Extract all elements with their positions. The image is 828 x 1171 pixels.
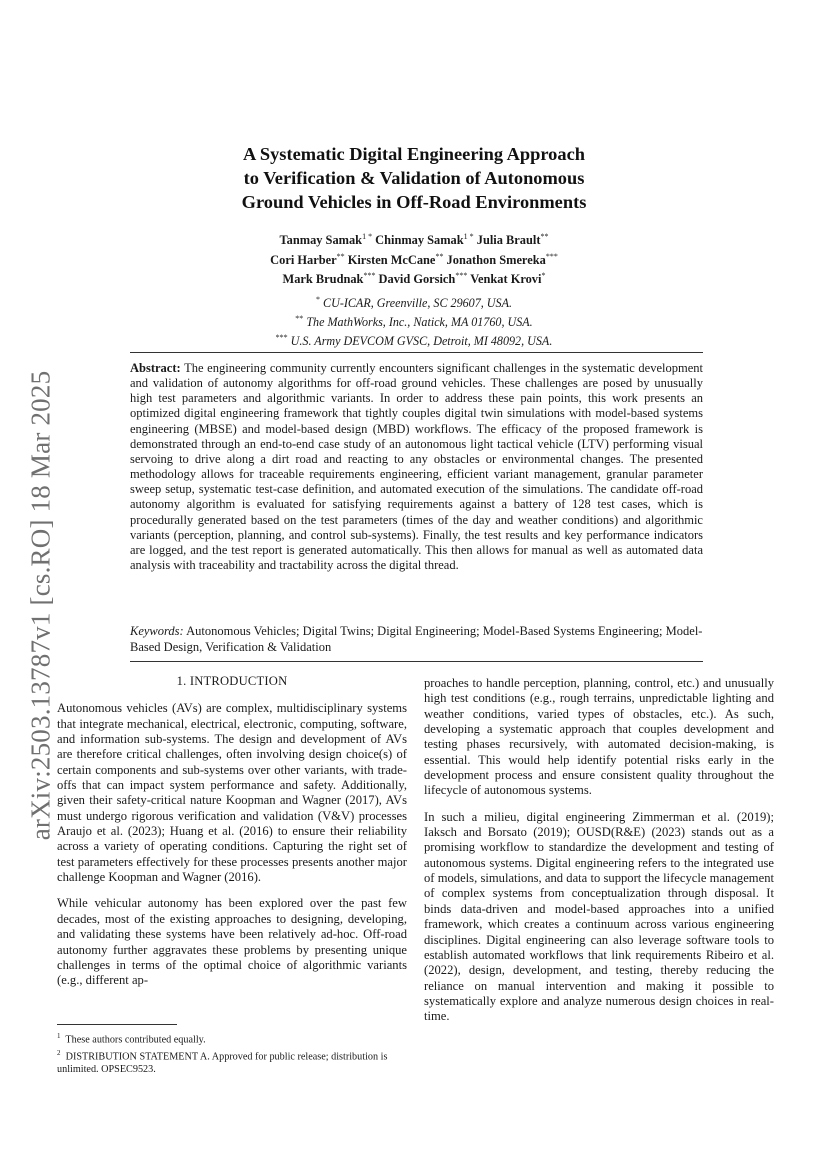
footnotes bbox=[57, 1030, 407, 1076]
footnote-mark: 1 bbox=[57, 1032, 61, 1040]
paragraph: While vehicular autonomy has been explored over the past few decades, most of the existing approaches to designing, developing, and validating these systems have been relatively ad-hoc. Off-road autonomy further aggravates these problems by presenting unique challenges in terms of the optimal choice of algorithmic variants (e.g., different ap- bbox=[57, 896, 407, 988]
footnote-text: DISTRIBUTION STATEMENT A. Approved for public release; distribution is unlimited. OPSEC9523. bbox=[57, 1050, 388, 1076]
paragraph: proaches to handle perception, planning, control, etc.) and unusually high test conditions (e.g., rough terrains, unpredictable lighting and weather conditions, varied types of obstacles, etc.). As such, developing a systematic approach that couples development and testing phases recursively, with automated decision-making, is essential. This would help identify potential risks early in the development process and ensure consistent quality throughout the lifecycle of autonomous systems. bbox=[424, 676, 774, 798]
footnote-text: These authors contributed equally. bbox=[65, 1034, 206, 1046]
author-line-2 bbox=[150, 249, 678, 269]
affiliation-mark: ** bbox=[295, 314, 304, 324]
author-name: Julia Brault bbox=[476, 233, 541, 248]
abstract-top-rule bbox=[130, 352, 703, 353]
affiliation-mark: *** bbox=[275, 333, 288, 343]
author-mark: ** bbox=[540, 232, 549, 241]
affiliation-line bbox=[150, 311, 678, 330]
section-heading: 1. INTRODUCTION bbox=[176, 674, 288, 688]
arxiv-id-text: arXiv:2503.13787v1 [cs.RO] 18 Mar 2025 bbox=[25, 370, 56, 840]
paper-title bbox=[150, 142, 678, 214]
title-line-2: to Verification & Validation of Autonomous bbox=[243, 168, 585, 188]
author-mark: *** bbox=[455, 271, 468, 281]
author-mark: ** bbox=[435, 251, 444, 261]
author-name: David Gorsich bbox=[378, 272, 456, 287]
author-mark: 1 * bbox=[463, 232, 474, 241]
author-mark: * bbox=[541, 271, 546, 281]
title-line-3: Ground Vehicles in Off-Road Environments bbox=[241, 192, 587, 212]
author-mark: ** bbox=[336, 251, 345, 261]
author-line-3 bbox=[150, 268, 678, 288]
author-name: Chinmay Samak bbox=[375, 233, 464, 248]
footnote bbox=[57, 1030, 407, 1047]
keywords-block bbox=[130, 624, 703, 655]
keywords-label: Keywords: bbox=[130, 624, 184, 638]
author-mark: 1 * bbox=[362, 232, 373, 241]
affiliations bbox=[150, 292, 678, 349]
affiliation-line bbox=[150, 292, 678, 311]
author-name: Tanmay Samak bbox=[279, 233, 363, 248]
author-name: Kirsten McCane bbox=[347, 252, 436, 267]
affiliation-text: CU-ICAR, Greenville, SC 29607, USA. bbox=[323, 296, 513, 311]
affiliation-mark: * bbox=[315, 295, 320, 304]
author-name: Mark Brudnak bbox=[282, 272, 364, 287]
left-column bbox=[57, 674, 407, 1000]
title-line-1: A Systematic Digital Engineering Approach bbox=[243, 144, 585, 164]
paragraph: In such a milieu, digital engineering Zimmerman et al. (2019); Iaksch and Borsato (2019); OUSD(R&E) (2023) stands out as a promising workflow to standardize the development and testing of autonomous systems. Digital engineering refers to the integrated use of models, simulations, and data to support the lifecycle management of complex systems from conceptualization through disposal. It binds data-driven and model-based approaches into a unified framework, which creates a continuum across various engineering disciplines. Digital engineering can also leverage software tools to establish automated workflows that link requirements Ribeiro et al. (2022), design, development, and testing, thereby reducing the reliance on manual intervention and making it possible to systematically explore and analyze numerous design choices in real-time. bbox=[424, 809, 774, 1024]
footnote-mark: 2 bbox=[57, 1048, 61, 1057]
keywords-text: Autonomous Vehicles; Digital Twins; Digital Engineering; Model-Based Systems Engineering; Model-Based Design, Verification & Validation bbox=[130, 624, 703, 654]
abstract-block bbox=[130, 361, 703, 573]
author-mark: *** bbox=[363, 271, 376, 281]
author-name: Venkat Krovi bbox=[470, 272, 542, 287]
affiliation-text: The MathWorks, Inc., Natick, MA 01760, USA. bbox=[306, 315, 533, 330]
affiliation-line bbox=[150, 330, 678, 349]
abstract-text: The engineering community currently encounters significant challenges in the systematic development and validation of autonomy algorithms for off-road ground vehicles. These challenges are posed by unusually high test parameters and algorithmic variants. In order to address these pain points, this work presents an optimized digital engineering framework that tightly couples digital twin simulations with model-based systems engineering (MBSE) and model-based design (MBD) workflows. The efficacy of the proposed framework is demonstrated through an end-to-end case study of an autonomous light tactical vehicle (LTV) performing visual servoing to drive along a dirt road and reacting to any obstacles or environmental changes. The presented methodology allows for traceable requirements engineering, efficient variant management, granular parameter sweep setup, systematic test-case definition, and automated execution of the simulations. The candidate off-road autonomy algorithm is evaluated for satisfying requirements against a battery of 128 test cases, which is procedurally generated based on the test parameters (times of the day and weather conditions) and algorithmic variants (perception, planning, and control sub-systems). Finally, the test results and key performance indicators are logged, and the test report is generated automatically. This then allows for manual as well as automated data analysis with traceability and tractability across the digital thread. bbox=[130, 361, 703, 573]
right-column bbox=[424, 676, 774, 1036]
author-list bbox=[150, 229, 678, 288]
author-name: Jonathon Smereka bbox=[446, 252, 546, 267]
author-name: Cori Harber bbox=[270, 252, 337, 267]
abstract-label: Abstract: bbox=[130, 361, 181, 375]
footnote bbox=[57, 1047, 407, 1077]
author-mark: *** bbox=[545, 251, 558, 261]
author-line-1 bbox=[150, 229, 678, 249]
paragraph: Autonomous vehicles (AVs) are complex, multidisciplinary systems that integrate mechanical, electrical, electronic, computing, software, and information sub-systems. The design and development of AVs are therefore critical challenges, often involving design choice(s) of certain components and sub-systems over other variants, with trade-offs that can impact system performance and safety. Additionally, given their safety-critical nature Koopman and Wagner (2017), AVs must undergo rigorous verification and validation (V&V) processes Araujo et al. (2023); Huang et al. (2016) to ensure their reliability across a variety of operating conditions. Capturing the right set of test parameters effectively for these processes presents another major challenge Koopman and Wagner (2016). bbox=[57, 701, 407, 885]
affiliation-text: U.S. Army DEVCOM GVSC, Detroit, MI 48092, USA. bbox=[290, 334, 553, 349]
footnote-rule bbox=[57, 1024, 177, 1025]
abstract-bottom-rule bbox=[130, 661, 703, 662]
